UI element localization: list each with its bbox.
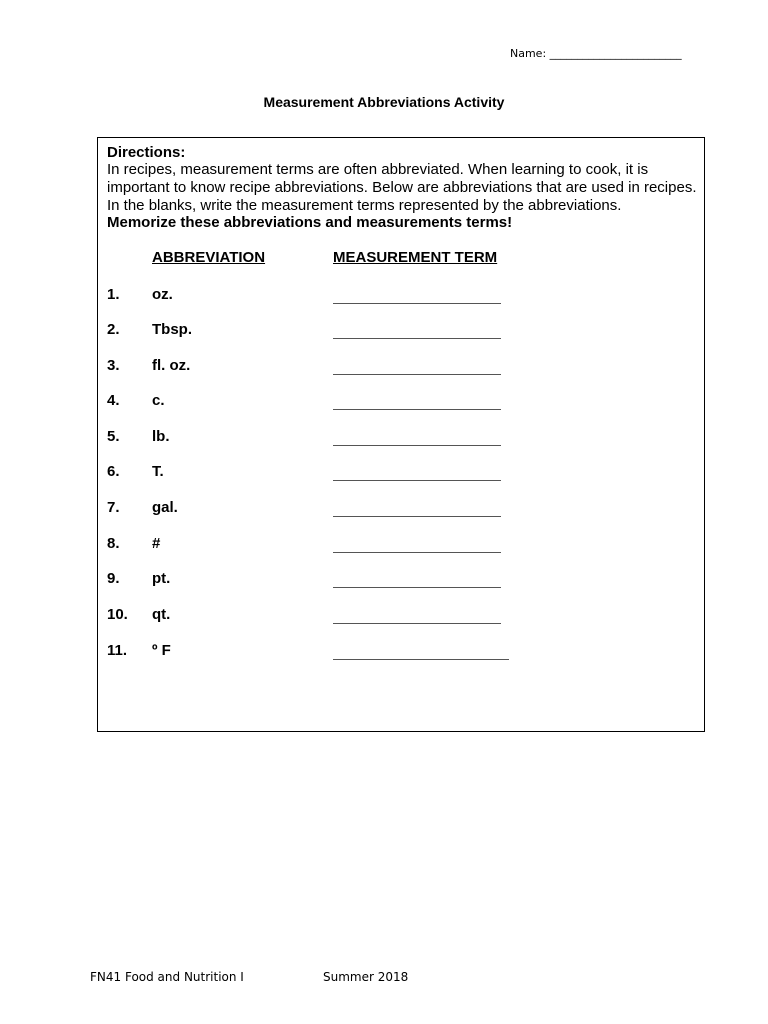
item-number: 5. <box>107 428 120 445</box>
item-abbreviation: lb. <box>152 428 170 445</box>
list-item <box>98 642 704 662</box>
item-number: 1. <box>107 286 120 303</box>
list-item <box>98 606 704 626</box>
item-number: 3. <box>107 357 120 374</box>
directions-text: In recipes, measurement terms are often abbreviated. When learning to cook, it is important to know recipe abbreviations. Below are abbreviations that are used in recipes. In the blanks, write the measurement terms represented by the abbreviations. <box>107 161 697 214</box>
list-item <box>98 357 704 377</box>
answer-blank[interactable] <box>333 409 501 410</box>
list-item <box>98 286 704 306</box>
answer-blank[interactable] <box>333 659 509 660</box>
list-item <box>98 428 704 448</box>
item-abbreviation: # <box>152 535 161 552</box>
item-number: 7. <box>107 499 120 516</box>
item-abbreviation: gal. <box>152 499 178 516</box>
item-abbreviation: pt. <box>152 570 171 587</box>
activity-box <box>97 137 705 732</box>
directions-heading: Directions: <box>107 144 186 161</box>
item-abbreviation: Tbsp. <box>152 321 192 338</box>
item-abbreviation: fl. oz. <box>152 357 191 374</box>
item-number: 10. <box>107 606 128 623</box>
abbreviation-column-header: ABBREVIATION <box>152 249 266 266</box>
item-number: 2. <box>107 321 120 338</box>
answer-blank[interactable] <box>333 445 501 446</box>
answer-blank[interactable] <box>333 587 501 588</box>
directions-emphasis: Memorize these abbreviations and measurements terms! <box>107 214 513 231</box>
item-number: 11. <box>107 642 128 659</box>
answer-blank[interactable] <box>333 303 501 304</box>
name-field-label: Name: ________________________ <box>510 47 682 60</box>
answer-blank[interactable] <box>333 374 501 375</box>
answer-blank[interactable] <box>333 552 501 553</box>
list-item <box>98 499 704 519</box>
answer-blank[interactable] <box>333 480 501 481</box>
list-item <box>98 321 704 341</box>
measurement-term-column-header: MEASUREMENT TERM <box>333 249 498 266</box>
answer-blank[interactable] <box>333 516 501 517</box>
item-abbreviation: º F <box>152 642 171 659</box>
footer-course: FN41 Food and Nutrition I <box>90 970 244 984</box>
answer-blank[interactable] <box>333 623 501 624</box>
item-abbreviation: c. <box>152 392 165 409</box>
item-abbreviation: oz. <box>152 286 173 303</box>
item-abbreviation: qt. <box>152 606 171 623</box>
list-item <box>98 392 704 412</box>
item-number: 9. <box>107 570 120 587</box>
page-title: Measurement Abbreviations Activity <box>263 94 505 110</box>
item-abbreviation: T. <box>152 463 164 480</box>
list-item <box>98 463 704 483</box>
item-number: 6. <box>107 463 120 480</box>
item-number: 8. <box>107 535 120 552</box>
list-item <box>98 535 704 555</box>
answer-blank[interactable] <box>333 338 501 339</box>
list-item <box>98 570 704 590</box>
footer-term: Summer 2018 <box>323 970 409 984</box>
item-number: 4. <box>107 392 120 409</box>
